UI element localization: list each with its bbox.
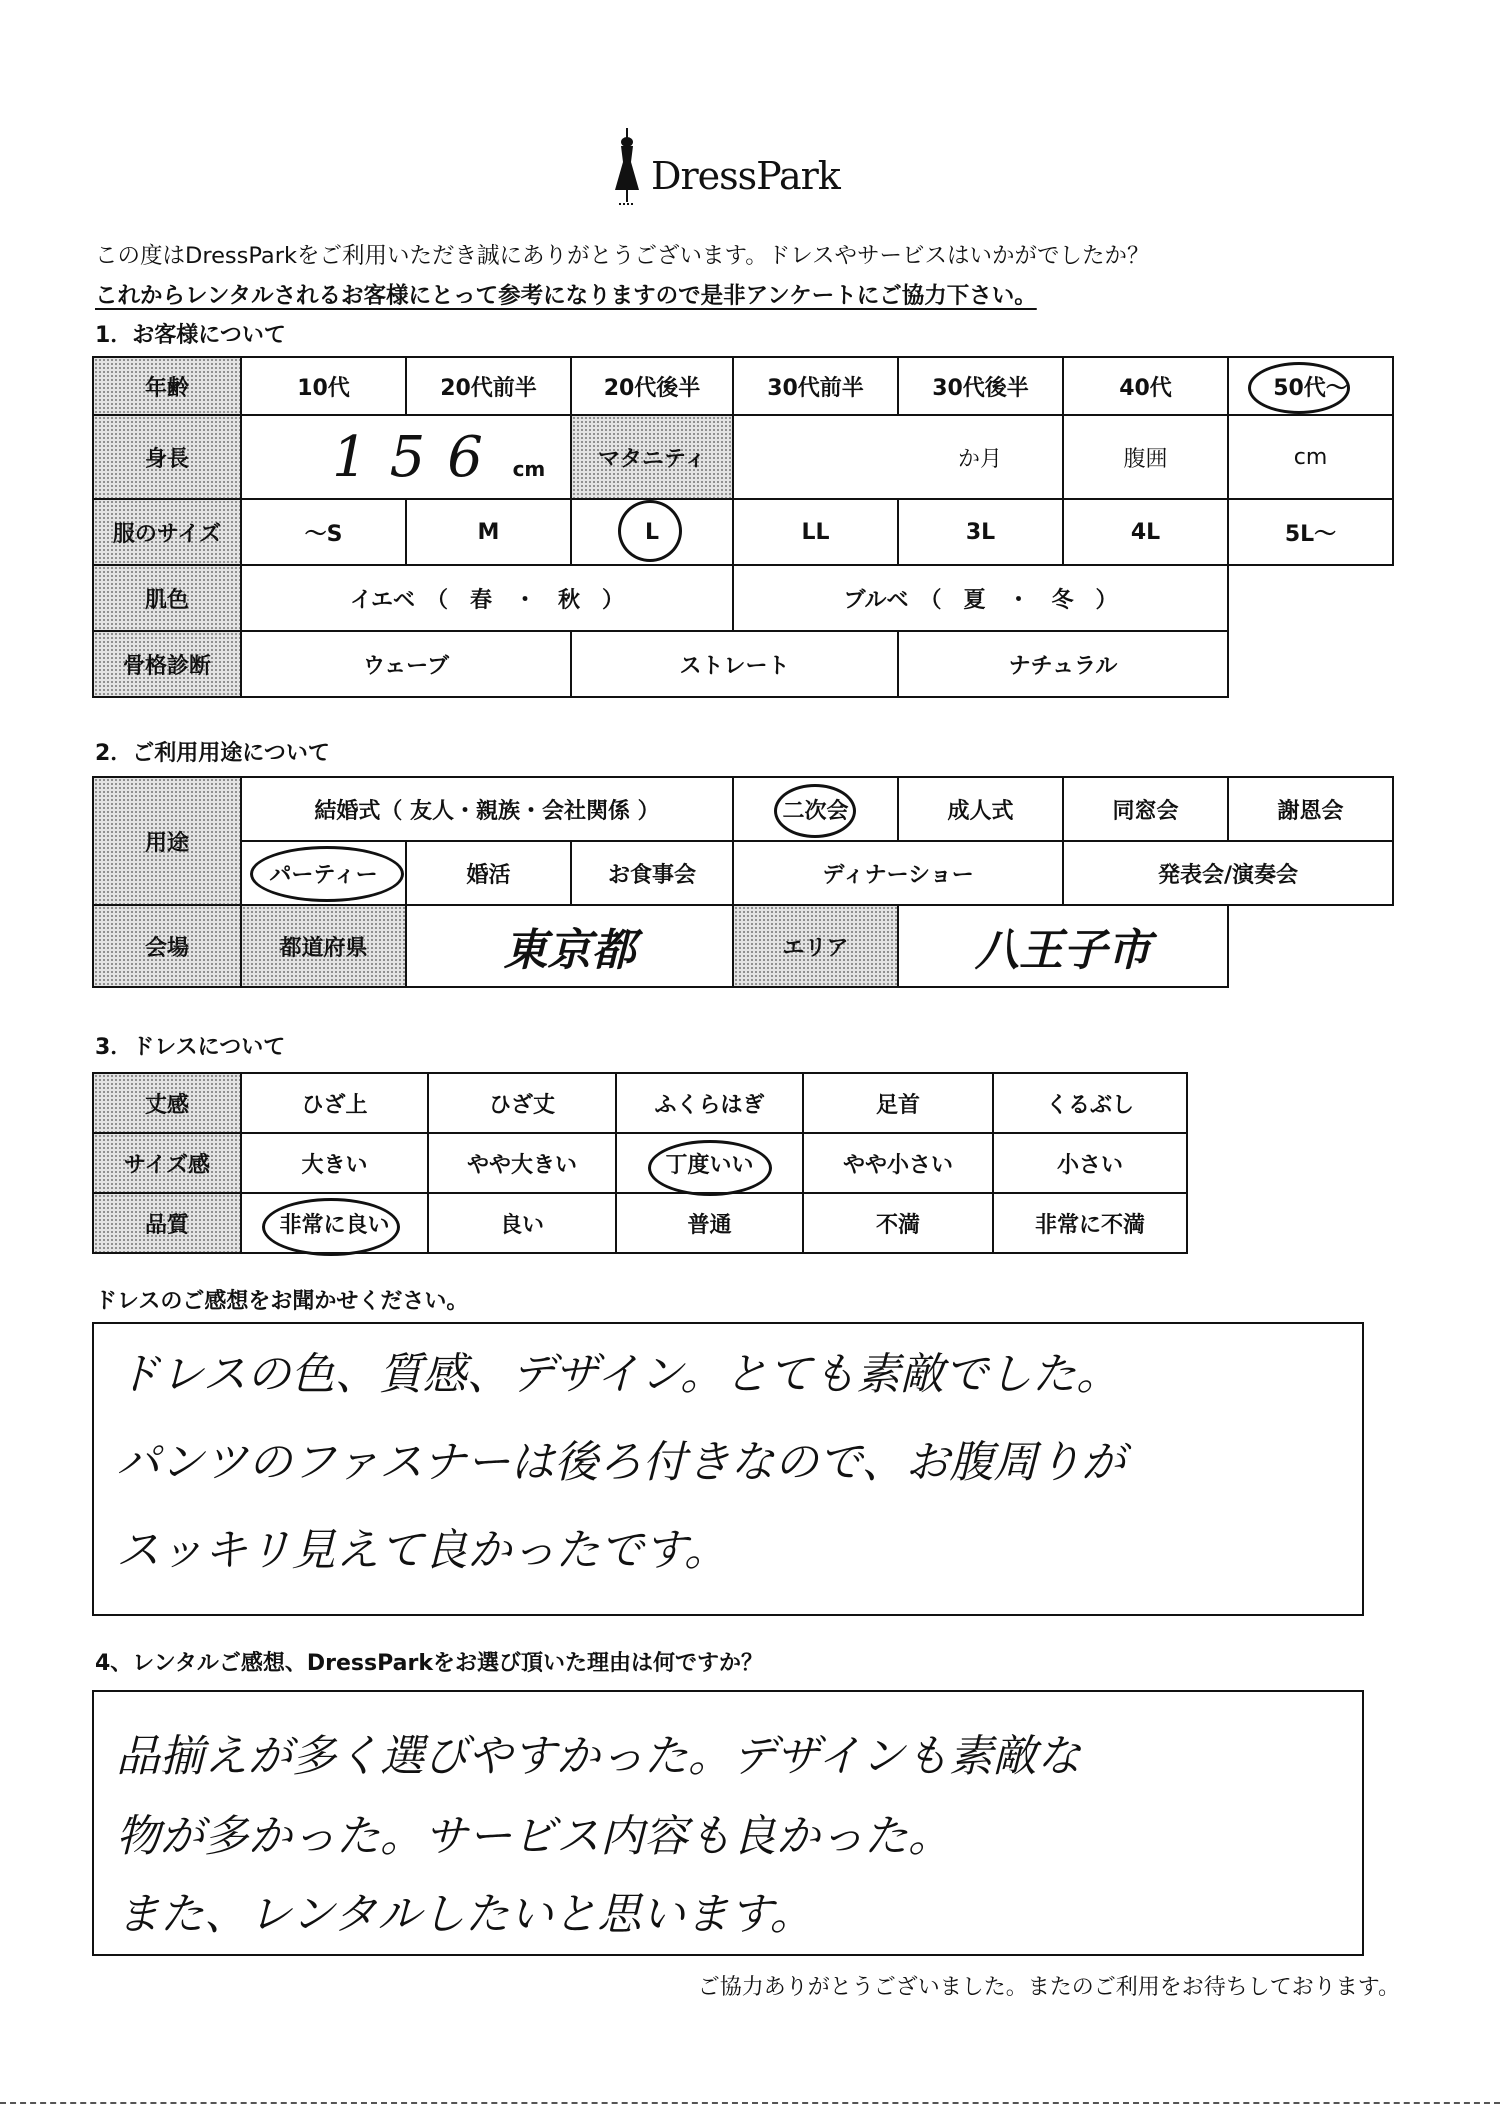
- section2-title: 2．ご利用用途について: [95, 741, 330, 766]
- age-option[interactable]: 30代前半: [733, 357, 898, 415]
- fit-label: サイズ感: [93, 1133, 241, 1193]
- impression-prompt: ドレスのご感想をお聞かせください。: [95, 1289, 469, 1314]
- page-edge-divider: [0, 2102, 1500, 2104]
- age-option[interactable]: 20代後半: [571, 357, 733, 415]
- maternity-label: マタニティ: [571, 415, 733, 499]
- dress-table: [92, 1072, 1188, 1254]
- skeleton-option[interactable]: ウェーブ: [241, 631, 571, 697]
- reason-line: また、レンタルしたいと思います。: [116, 1889, 814, 1940]
- venue-label: 会場: [93, 905, 241, 987]
- purpose-option[interactable]: ディナーショー: [733, 841, 1063, 905]
- purpose-option-selected[interactable]: パーティー: [241, 841, 406, 905]
- intro-text: この度はDressParkをご利用いただき誠にありがとうございます。ドレスやサービスはいかがでしたか？: [95, 243, 1150, 269]
- impression-answer-box[interactable]: [92, 1322, 1364, 1616]
- prefecture-label: 都道府県: [241, 905, 406, 987]
- purpose-selection-circle: [774, 784, 856, 838]
- age-row: [93, 357, 1393, 415]
- size-option[interactable]: 5L～: [1228, 499, 1393, 565]
- impression-line: ドレスの色、質感、デザイン。とても素敵でした。: [116, 1349, 1121, 1400]
- age-option-selected[interactable]: 50代～: [1228, 357, 1393, 415]
- purpose-label: 用途: [93, 777, 241, 905]
- quality-label: 品質: [93, 1193, 241, 1253]
- quality-selection-circle: [262, 1198, 400, 1256]
- impression-line: パンツのファスナーは後ろ付きなので、お腹周りが: [116, 1437, 1126, 1488]
- length-option[interactable]: ひざ丈: [428, 1073, 616, 1133]
- venue-row: [93, 905, 1393, 987]
- footer-thanks: ご協力ありがとうございました。またのご利用をお待ちしております。: [697, 1975, 1400, 2000]
- dress-mannequin-icon: [611, 128, 643, 208]
- reason-answer-box[interactable]: [92, 1690, 1364, 1956]
- reason-line: 品揃えが多く選びやすかった。デザインも素敵な: [116, 1731, 1081, 1782]
- waist-label: 腹囲: [1063, 415, 1228, 499]
- length-option[interactable]: 足首: [803, 1073, 993, 1133]
- purpose-option[interactable]: 結婚式（ 友人・親族・会社関係 ）: [241, 777, 733, 841]
- section3-title: 3．ドレスについて: [95, 1035, 286, 1060]
- size-option-selected[interactable]: L: [571, 499, 733, 565]
- size-option[interactable]: M: [406, 499, 571, 565]
- section4-title: 4、レンタルご感想、DressParkをお選び頂いた理由は何ですか？: [95, 1651, 763, 1676]
- purpose-option[interactable]: 発表会/演奏会: [1063, 841, 1393, 905]
- prefecture-value[interactable]: 東京都: [406, 905, 733, 987]
- age-option[interactable]: 30代後半: [898, 357, 1063, 415]
- skeleton-option[interactable]: ストレート: [571, 631, 898, 697]
- impression-line: スッキリ見えて良かったです。: [116, 1525, 729, 1576]
- age-option[interactable]: 40代: [1063, 357, 1228, 415]
- area-value[interactable]: 八王子市: [898, 905, 1228, 987]
- fit-selection-circle: [648, 1140, 772, 1196]
- skeleton-option[interactable]: ナチュラル: [898, 631, 1228, 697]
- age-option[interactable]: 10代: [241, 357, 406, 415]
- height-unit: cm: [512, 456, 546, 481]
- length-label: 丈感: [93, 1073, 241, 1133]
- customer-table: [92, 356, 1394, 698]
- quality-option[interactable]: 不満: [803, 1193, 993, 1253]
- quality-row: [93, 1193, 1187, 1253]
- skin-row: [93, 565, 1393, 631]
- purpose-option-selected[interactable]: 二次会: [733, 777, 898, 841]
- skeleton-label: 骨格診断: [93, 631, 241, 697]
- area-label: エリア: [733, 905, 898, 987]
- purpose-selection-circle: [250, 846, 404, 902]
- length-option[interactable]: くるぶし: [993, 1073, 1187, 1133]
- purpose-row-1: [93, 777, 1393, 841]
- purpose-option[interactable]: 謝恩会: [1228, 777, 1393, 841]
- length-row: [93, 1073, 1187, 1133]
- age-selection-circle: [1248, 362, 1350, 414]
- reason-line: 物が多かった。サービス内容も良かった。: [116, 1811, 952, 1862]
- length-option[interactable]: ふくらはぎ: [616, 1073, 803, 1133]
- size-option[interactable]: 3L: [898, 499, 1063, 565]
- section1-title: 1．お客様について: [95, 323, 286, 348]
- quality-option-selected[interactable]: 非常に良い: [241, 1193, 428, 1253]
- quality-option[interactable]: 良い: [428, 1193, 616, 1253]
- skin-option-yellow[interactable]: イエベ （ 春 ・ 秋 ）: [241, 565, 733, 631]
- quality-option[interactable]: 普通: [616, 1193, 803, 1253]
- size-selection-circle: [618, 500, 682, 562]
- size-option[interactable]: ～S: [241, 499, 406, 565]
- fit-option-selected[interactable]: 丁度いい: [616, 1133, 803, 1193]
- purpose-option[interactable]: 成人式: [898, 777, 1063, 841]
- brand-name: DressPark: [651, 154, 840, 198]
- intro-request: これからレンタルされるお客様にとって参考になりますので是非アンケートにご協力下さい。: [95, 283, 1037, 309]
- size-option[interactable]: 4L: [1063, 499, 1228, 565]
- fit-option[interactable]: 小さい: [993, 1133, 1187, 1193]
- maternity-month-field[interactable]: か月: [733, 415, 1063, 499]
- purpose-option[interactable]: お食事会: [571, 841, 733, 905]
- size-label: 服のサイズ: [93, 499, 241, 565]
- size-row: [93, 499, 1393, 565]
- age-option[interactable]: 20代前半: [406, 357, 571, 415]
- height-value: 156: [332, 424, 505, 490]
- age-label: 年齢: [93, 357, 241, 415]
- dresspark-logo: [605, 128, 905, 218]
- fit-row: [93, 1133, 1187, 1193]
- purpose-option[interactable]: 婚活: [406, 841, 571, 905]
- skeleton-row: [93, 631, 1393, 697]
- purpose-option[interactable]: 同窓会: [1063, 777, 1228, 841]
- fit-option[interactable]: 大きい: [241, 1133, 428, 1193]
- skin-option-blue[interactable]: ブルベ （ 夏 ・ 冬 ）: [733, 565, 1228, 631]
- fit-option[interactable]: やや小さい: [803, 1133, 993, 1193]
- fit-option[interactable]: やや大きい: [428, 1133, 616, 1193]
- height-field[interactable]: [241, 415, 571, 499]
- skin-label: 肌色: [93, 565, 241, 631]
- length-option[interactable]: ひざ上: [241, 1073, 428, 1133]
- height-row: [93, 415, 1393, 499]
- quality-option[interactable]: 非常に不満: [993, 1193, 1187, 1253]
- waist-unit[interactable]: cm: [1228, 415, 1393, 499]
- height-label: 身長: [93, 415, 241, 499]
- size-option[interactable]: LL: [733, 499, 898, 565]
